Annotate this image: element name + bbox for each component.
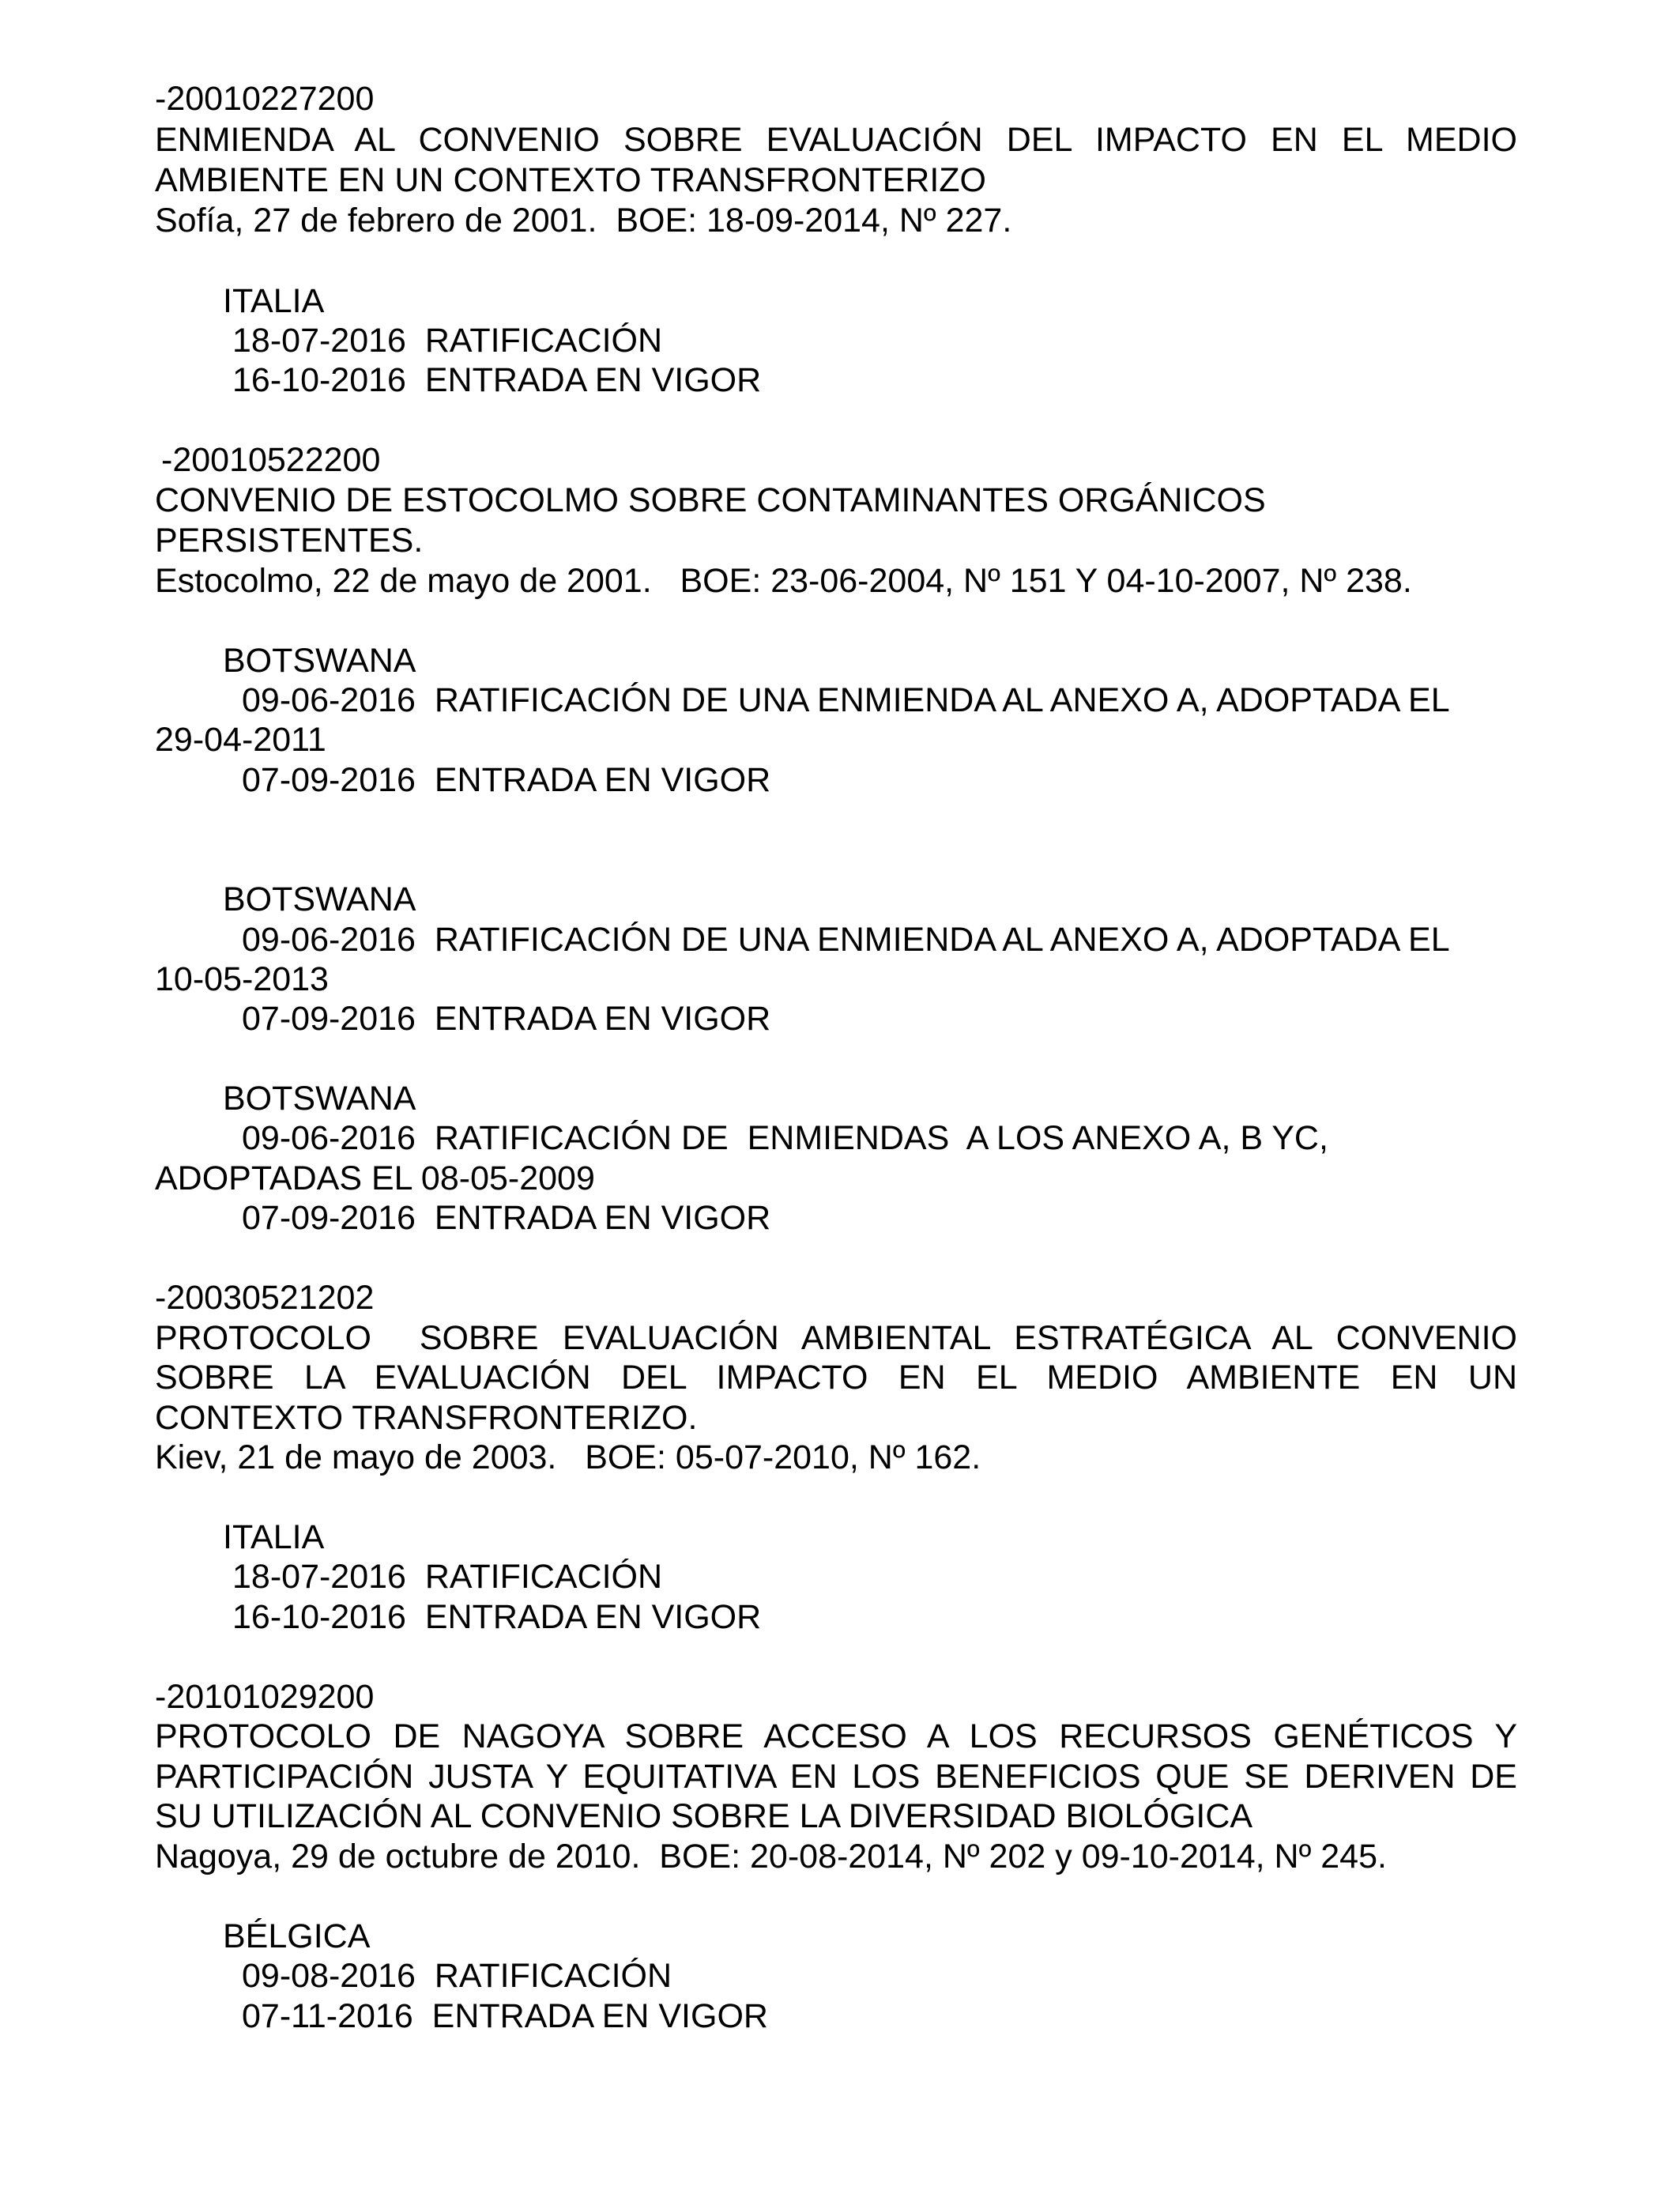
event-line: 07-09-2016 ENTRADA EN VIGOR: [242, 1199, 771, 1237]
treaty-reference: -20030521202: [155, 1279, 375, 1317]
event-line: 16-10-2016 ENTRADA EN VIGOR: [232, 361, 762, 399]
treaty-place-date: Sofía, 27 de febrero de 2001. BOE: 18-09-2014, Nº 227.: [155, 202, 1012, 239]
treaty-place-date: Nagoya, 29 de octubre de 2010. BOE: 20-08-2014, Nº 202 y 09-10-2014, Nº 245.: [155, 1838, 1387, 1875]
treaty-reference: -20010227200: [155, 80, 375, 118]
event-line: 09-06-2016 RATIFICACIÓN DE UNA ENMIENDA AL ANEXO A, ADOPTADA EL: [242, 921, 1450, 959]
event-line: 09-08-2016 RATIFICACIÓN: [242, 1957, 672, 1995]
country-name: ITALIA: [223, 1518, 325, 1556]
event-line-continuation: ADOPTADAS EL 08-05-2009: [155, 1159, 595, 1197]
country-name: BOTSWANA: [223, 642, 416, 680]
treaty-title-line: PROTOCOLO DE NAGOYA SOBRE ACCESO A LOS RECURSOS GENÉTICOS Y: [155, 1717, 1517, 1755]
treaty-title-line: SU UTILIZACIÓN AL CONVENIO SOBRE LA DIVERSIDAD BIOLÓGICA: [155, 1797, 1253, 1835]
country-name: BOTSWANA: [223, 880, 416, 918]
country-name: ITALIA: [223, 282, 325, 320]
country-name: BOTSWANA: [223, 1080, 416, 1118]
event-line: 09-06-2016 RATIFICACIÓN DE ENMIENDAS A LOS ANEXO A, B YC,: [242, 1119, 1328, 1157]
treaty-title-line: PERSISTENTES.: [155, 522, 424, 560]
treaty-title-line: AMBIENTE EN UN CONTEXTO TRANSFRONTERIZO: [155, 161, 986, 199]
event-line: 18-07-2016 RATIFICACIÓN: [232, 322, 663, 360]
event-line: 07-09-2016 ENTRADA EN VIGOR: [242, 1000, 771, 1038]
treaty-title-line: ENMIENDA AL CONVENIO SOBRE EVALUACIÓN DEL IMPACTO EN EL MEDIO: [155, 121, 1517, 159]
event-line: 07-09-2016 ENTRADA EN VIGOR: [242, 761, 771, 799]
event-line-continuation: 10-05-2013: [155, 960, 329, 998]
treaty-title-line: SOBRE LA EVALUACIÓN DEL IMPACTO EN EL MEDIO AMBIENTE EN UN: [155, 1359, 1517, 1397]
treaty-place-date: Kiev, 21 de mayo de 2003. BOE: 05-07-2010, Nº 162.: [155, 1438, 981, 1476]
event-line: 09-06-2016 RATIFICACIÓN DE UNA ENMIENDA AL ANEXO A, ADOPTADA EL: [242, 681, 1450, 719]
treaty-reference: -20101029200: [155, 1678, 375, 1716]
event-line: 07-11-2016 ENTRADA EN VIGOR: [242, 1997, 768, 2035]
treaty-place-date: Estocolmo, 22 de mayo de 2001. BOE: 23-06-2004, Nº 151 Y 04-10-2007, Nº 238.: [155, 562, 1412, 600]
event-line: 16-10-2016 ENTRADA EN VIGOR: [232, 1598, 762, 1636]
treaty-title-line: PARTICIPACIÓN JUSTA Y EQUITATIVA EN LOS BENEFICIOS QUE SE DERIVEN DE: [155, 1758, 1517, 1796]
event-line: 18-07-2016 RATIFICACIÓN: [232, 1558, 663, 1596]
treaty-title-line: PROTOCOLO SOBRE EVALUACIÓN AMBIENTAL ESTRATÉGICA AL CONVENIO: [155, 1319, 1517, 1357]
treaty-reference: -20010522200: [161, 441, 381, 479]
treaty-title-line: CONVENIO DE ESTOCOLMO SOBRE CONTAMINANTES ORGÁNICOS: [155, 481, 1266, 519]
event-line-continuation: 29-04-2011: [155, 721, 326, 759]
country-name: BÉLGICA: [223, 1917, 371, 1955]
treaty-title-line: CONTEXTO TRANSFRONTERIZO.: [155, 1399, 698, 1437]
